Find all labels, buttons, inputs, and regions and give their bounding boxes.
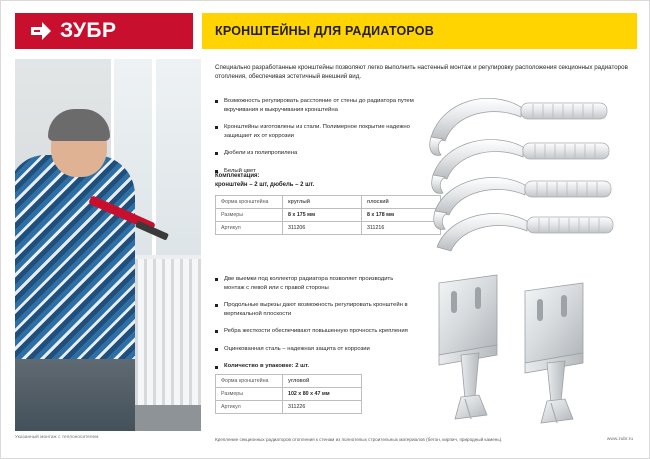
row-label: Форма кронштейна (216, 196, 283, 209)
footnote-text: Крепление секционных радиаторов отопления к стенам из полнотелых строительных материалов (бетон, кирпич, природный камень). (215, 437, 503, 442)
feature-list-bottom (215, 275, 415, 362)
intro-text: Специально разработанные кронштейны позволяют легко выполнить настенный монтаж и регулировку расположения секционных радиаторов отопления, обеспечивая эстетичный внешний вид. (215, 64, 628, 80)
table-row (216, 388, 362, 401)
list-item: Оцинкованная сталь – надежная защита от коррозии (215, 345, 415, 354)
list-item: Возможность регулировать расстояние от стены до радиатора путем вкручивания и выкручивания кронштейна (215, 97, 415, 114)
list-item: Продольные вырезы дают возможность регулировать кронштейн в вертикальной плоскости (215, 301, 415, 318)
table-row (216, 222, 441, 235)
row-value: круглый (283, 196, 362, 209)
page-title: КРОНШТЕЙНЫ ДЛЯ РАДИАТОРОВ (215, 24, 434, 38)
row-label: Артикул (216, 401, 283, 414)
list-item: Кронштейны изготовлены из стали. Полимерное покрытие надежно защищает их от коррозии (215, 123, 415, 140)
round-and-flat-radiator-brackets-image (413, 83, 637, 255)
list-item: Две выемки под коллектор радиатора позволяет производить монтаж с левой или с правой стороны (215, 275, 415, 292)
kit-contents-label: Комплектация: (215, 173, 260, 179)
kit-contents-value: кронштейн – 2 шт, дюбель – 2 шт. (215, 182, 315, 188)
installer-photo (15, 59, 201, 431)
table-row (216, 196, 441, 209)
row-label: Размеры (216, 388, 283, 401)
spec-table-top (215, 195, 441, 235)
arrow-right-icon (29, 19, 53, 43)
website-url: www.zubr.ru (606, 437, 633, 442)
table-row (216, 375, 362, 388)
row-label: Форма кронштейна (216, 375, 283, 388)
list-item: Белый цвет (215, 167, 415, 176)
row-label: Размеры (216, 209, 283, 222)
package-quantity: Количество в упаковке: 2 шт. (215, 363, 309, 369)
row-value: 8 x 178 мм (362, 209, 441, 222)
list-item: Ребра жесткости обеспечивают повышенную прочность крепления (215, 327, 415, 336)
row-value: плоский (362, 196, 441, 209)
page-title-bar (202, 13, 637, 49)
spec-table-bottom (215, 374, 362, 414)
row-value: 311206 (283, 222, 362, 235)
row-value: 311216 (362, 222, 441, 235)
page-header (1, 1, 650, 59)
table-row (216, 401, 362, 414)
brand-name: ЗУБР (60, 19, 117, 42)
table-row (216, 209, 441, 222)
row-label: Артикул (216, 222, 283, 235)
kit-contents-heading (215, 172, 425, 190)
row-value: 102 x 80 x 47 мм (283, 388, 362, 401)
brand-logo (15, 13, 193, 49)
photo-caption: Указанный монтаж с теплоносителем (15, 434, 99, 439)
row-value: 311226 (283, 401, 362, 414)
angular-radiator-brackets-image (421, 269, 637, 427)
row-value: угловой (283, 375, 362, 388)
list-item: Дюбели из полипропилена (215, 149, 415, 158)
photo-person-trousers (15, 359, 135, 431)
row-value: 8 x 175 мм (283, 209, 362, 222)
